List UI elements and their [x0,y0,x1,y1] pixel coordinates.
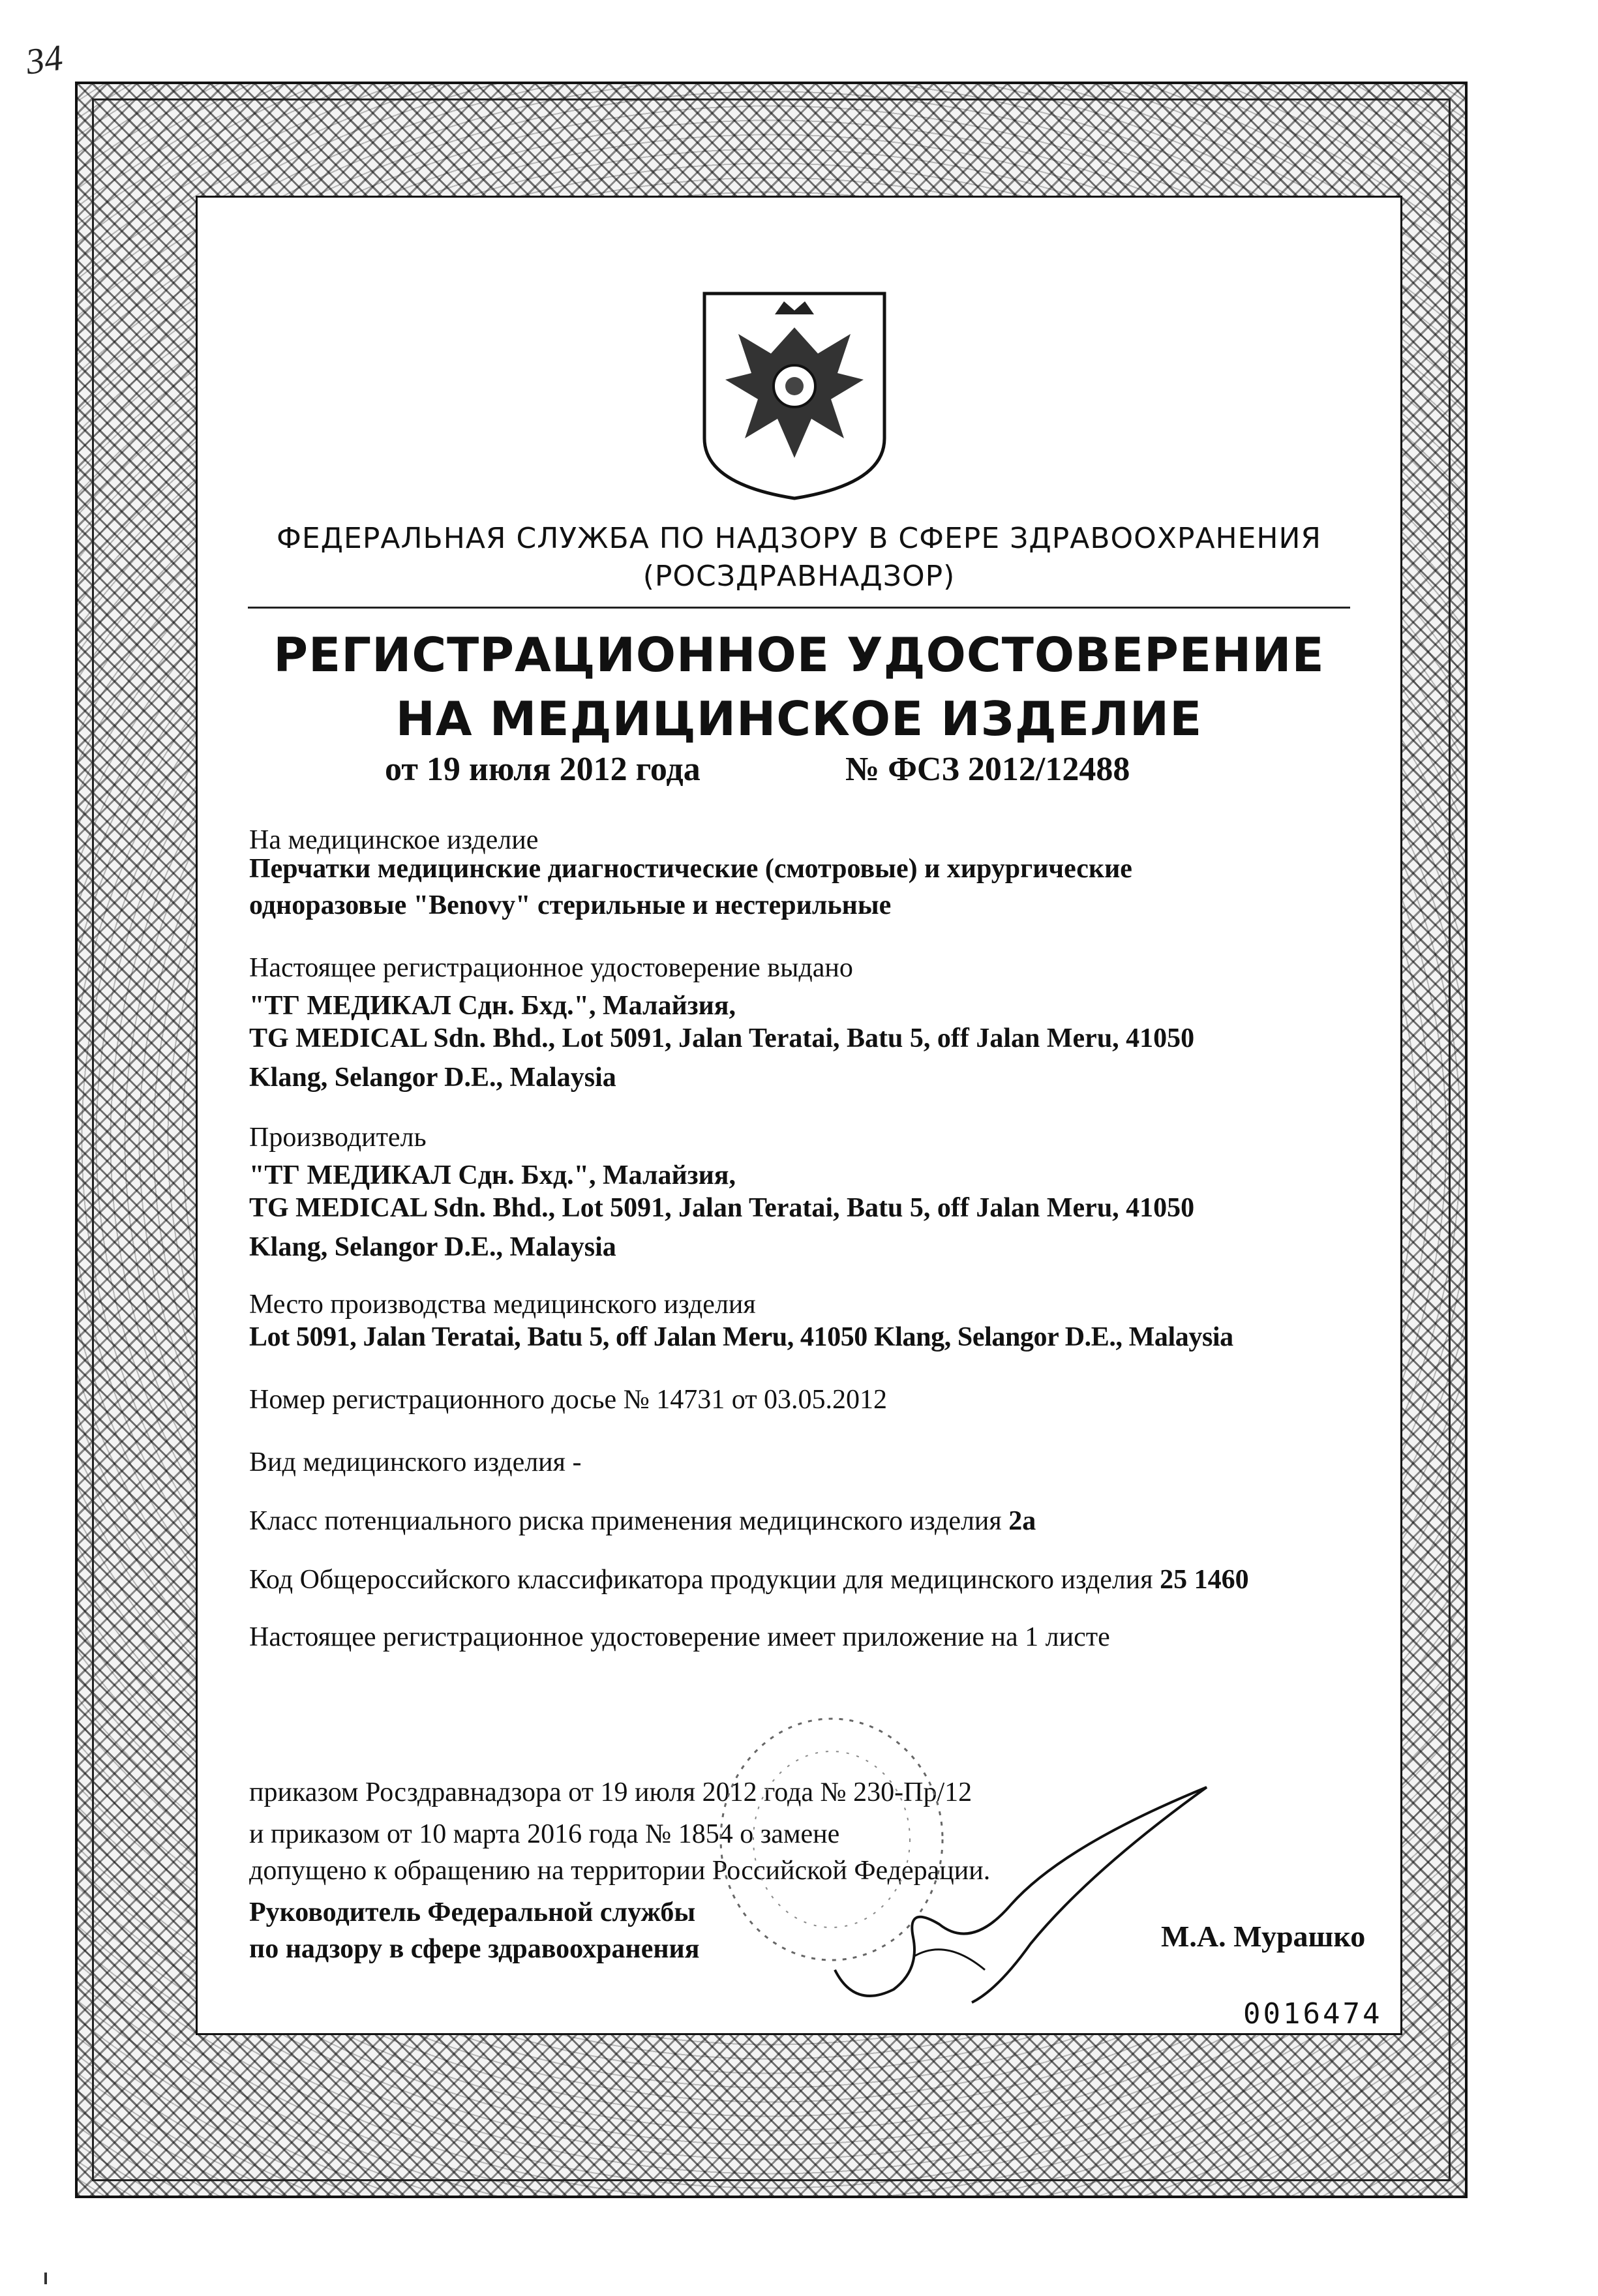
dossier-value: № 14731 от 03.05.2012 [623,1385,888,1415]
issued-to-line1: "ТГ МЕДИКАЛ Сдн. Бхд.", Малайзия, [249,991,736,1021]
manufacturer-line2: TG MEDICAL Sdn. Bhd., Lot 5091, Jalan Teratai, Batu 5, off Jalan Meru, 41050 [249,1193,1195,1223]
issued-to-line2: TG MEDICAL Sdn. Bhd., Lot 5091, Jalan Teratai, Batu 5, off Jalan Meru, 41050 [249,1023,1195,1053]
okp-code-value: 25 1460 [1160,1565,1249,1595]
order-line1: приказом Росздравнадзора от 19 июля 2012 года № 230-Пр/12 [249,1777,972,1807]
manufacturer-line1: "ТГ МЕДИКАЛ Сдн. Бхд.", Малайзия, [249,1160,736,1190]
okp-code-line [249,1559,1249,1601]
signatory-title-line2: по надзору в сфере здравоохранения [249,1934,700,1964]
document-subtitle: НА МЕДИЦИНСКОЕ ИЗДЕЛИЕ [395,691,1203,746]
issued-to-label: Настоящее регистрационное удостоверение выдано [249,953,853,983]
scan-mark [44,2273,47,2284]
agency-abbreviation: (РОСЗДРАВНАДЗОР) [642,560,956,593]
device-label: На медицинское изделие [249,825,539,855]
order-line3: допущено к обращению на территории Российской Федерации. [249,1856,991,1886]
signatory-name: М.А. Мурашко [1161,1920,1366,1953]
issue-date: от 19 июля 2012 года [385,751,701,788]
issued-to-line3: Klang, Selangor D.E., Malaysia [249,1063,616,1093]
manufacturer-line3: Klang, Selangor D.E., Malaysia [249,1232,616,1262]
order-line2: и приказом от 10 марта 2016 года № 1854 о замене [249,1819,840,1849]
okp-code-label: Код Общероссийского классификатора продукции для медицинского изделия [249,1565,1153,1595]
signature [815,1774,1246,2035]
risk-class-line [249,1500,1036,1542]
dossier-line [249,1379,887,1421]
document-title: РЕГИСТРАЦИОННОЕ УДОСТОВЕРЕНИЕ [273,627,1325,682]
device-kind: Вид медицинского изделия - [249,1447,582,1477]
device-name-line1: Перчатки медицинские диагностические (смотровые) и хирургические [249,854,1132,884]
risk-class-value: 2а [1008,1506,1036,1536]
agency-name: ФЕДЕРАЛЬНАЯ СЛУЖБА ПО НАДЗОРУ В СФЕРЕ ЗДРАВООХРАНЕНИЯ [276,522,1322,555]
production-site-label: Место производства медицинского изделия [249,1290,756,1320]
coat-of-arms-emblem [699,288,890,502]
device-name-line2: одноразовые "Benovy" стерильные и нестерильные [249,890,892,920]
production-site-address: Lot 5091, Jalan Teratai, Batu 5, off Jalan Meru, 41050 Klang, Selangor D.E., Malaysia [249,1322,1233,1352]
form-serial-number: 0016474 [1243,1997,1383,2031]
handwritten-page-number: 34 [23,37,66,83]
divider-line [248,607,1350,609]
risk-class-label: Класс потенциального риска применения медицинского изделия [249,1506,1002,1536]
appendix-note: Настоящее регистрационное удостоверение имеет приложение на 1 листе [249,1622,1110,1652]
dossier-label: Номер регистрационного досье [249,1385,617,1415]
signatory-title-line1: Руководитель Федеральной службы [249,1897,696,1927]
manufacturer-label: Производитель [249,1123,427,1153]
certificate-number: № ФСЗ 2012/12488 [845,751,1130,788]
